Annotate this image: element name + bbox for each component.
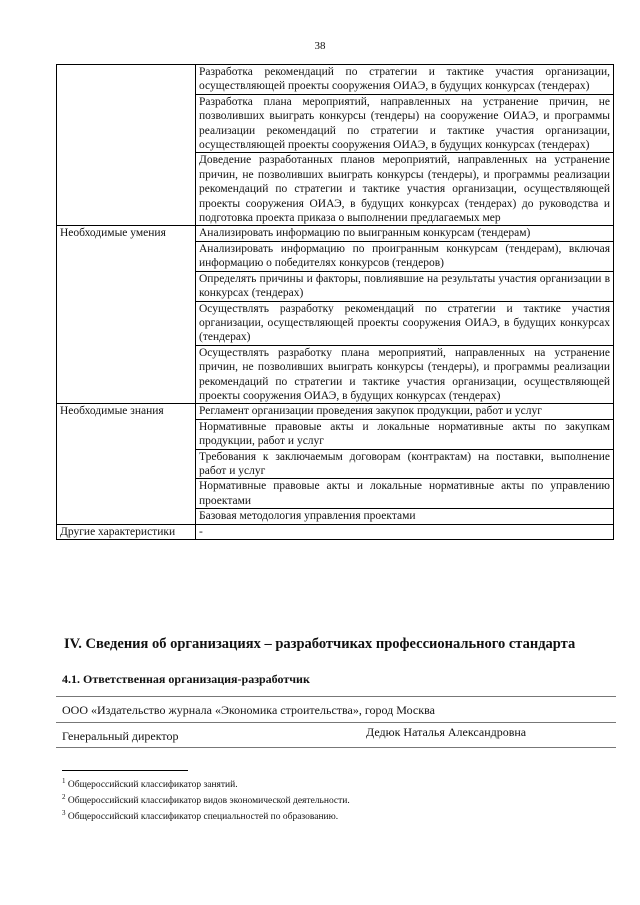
footnote	[62, 808, 350, 824]
footnote-text: Общероссийский классификатор видов экономической деятельности.	[67, 795, 350, 806]
knowledge-cell: Регламент организации проведения закупок продукции, работ и услуг	[196, 404, 614, 419]
other-value: -	[196, 524, 614, 539]
footnote	[62, 776, 350, 792]
signatory-row	[56, 723, 616, 748]
skill-cell: Анализировать информацию по выигранным конкурсам (тендерам)	[196, 226, 614, 241]
subsection-title: 4.1. Ответственная организация-разработчик	[62, 672, 310, 686]
footnote-text: Общероссийский классификатор занятий.	[67, 780, 238, 791]
knowledge-label: Необходимые знания	[57, 404, 196, 524]
footnotes	[62, 776, 350, 823]
action-cell: Доведение разработанных планов мероприятий, направленных на устранение причин, не позволивших выиграть конкурсы (тендеры), и программы реализации рекомендаций по стратегии и тактике участия организации, осуществляющей проекты сооружения ОИАЭ, в будущих конкурсах (тендерах) до руководства и подготовка проекта приказа о выполнении предлагаемых мер	[196, 153, 614, 226]
footnote-divider	[62, 770, 188, 771]
knowledge-cell: Нормативные правовые акты и локальные нормативные акты по закупкам продукции, работ и услуг	[196, 419, 614, 449]
skills-label: Необходимые умения	[57, 226, 196, 404]
footnote-mark: 1	[62, 777, 66, 785]
skill-cell: Определять причины и факторы, повлиявшие на результаты участия организации в конкурсах (тендерах)	[196, 271, 614, 301]
action-cell: Разработка рекомендаций по стратегии и тактике участия организации, осуществляющей проекты сооружения ОИАЭ, в будущих конкурсах (тендерах)	[196, 65, 614, 95]
knowledge-cell: Базовая методология управления проектами	[196, 509, 614, 524]
empty-label-cell	[57, 65, 196, 226]
action-cell: Разработка плана мероприятий, направленных на устранение причин, не позволивших выиграть конкурсы (тендеры) на сооружение ОИАЭ, и программы реализации рекомендаций по стратегии и тактике участия организации, осуществляющей проекты сооружения ОИАЭ, в будущих конкурсах (тендерах)	[196, 94, 614, 153]
table-row	[57, 226, 614, 241]
skill-cell: Осуществлять разработку плана мероприятий, направленных на устранение причин, не позволивших выиграть конкурсы (тендеры), и программы реализации рекомендаций по стратегии и тактике участия организации, осуществляющей проекты сооружения ОИАЭ, в будущих конкурсах (тендерах)	[196, 345, 614, 404]
skill-cell: Осуществлять разработку рекомендаций по стратегии и тактике участия организации, осуществляющей проекты сооружения ОИАЭ, в будущих конкурсах (тендерах)	[196, 301, 614, 345]
knowledge-cell: Требования к заключаемым договорам (контрактам) на поставки, выполнение работ и услуг	[196, 449, 614, 479]
signatory-position: Генеральный директор	[62, 729, 179, 743]
table-row	[57, 65, 614, 95]
table-row	[57, 524, 614, 539]
knowledge-cell: Нормативные правовые акты и локальные нормативные акты по управлению проектами	[196, 479, 614, 509]
skill-cell: Анализировать информацию по проигранным конкурсам (тендерам), включая информацию о победителях конкурсов (тендеров)	[196, 241, 614, 271]
footnote	[62, 792, 350, 808]
table-row	[57, 404, 614, 419]
page-number: 38	[314, 40, 326, 52]
other-label: Другие характеристики	[57, 524, 196, 539]
organization-block	[56, 696, 616, 748]
labor-functions-table	[56, 64, 614, 540]
signatory-name: Дедюк Наталья Александровна	[366, 725, 527, 739]
footnote-text: Общероссийский классификатор специальностей по образованию.	[67, 811, 339, 822]
footnote-mark: 2	[62, 792, 66, 801]
organization-name: ООО «Издательство журнала «Экономика строительства», город Москва	[56, 696, 616, 723]
section-title: IV. Сведения об организациях – разработчиках профессионального стандарта	[64, 636, 576, 652]
footnote-mark: 3	[62, 808, 66, 817]
